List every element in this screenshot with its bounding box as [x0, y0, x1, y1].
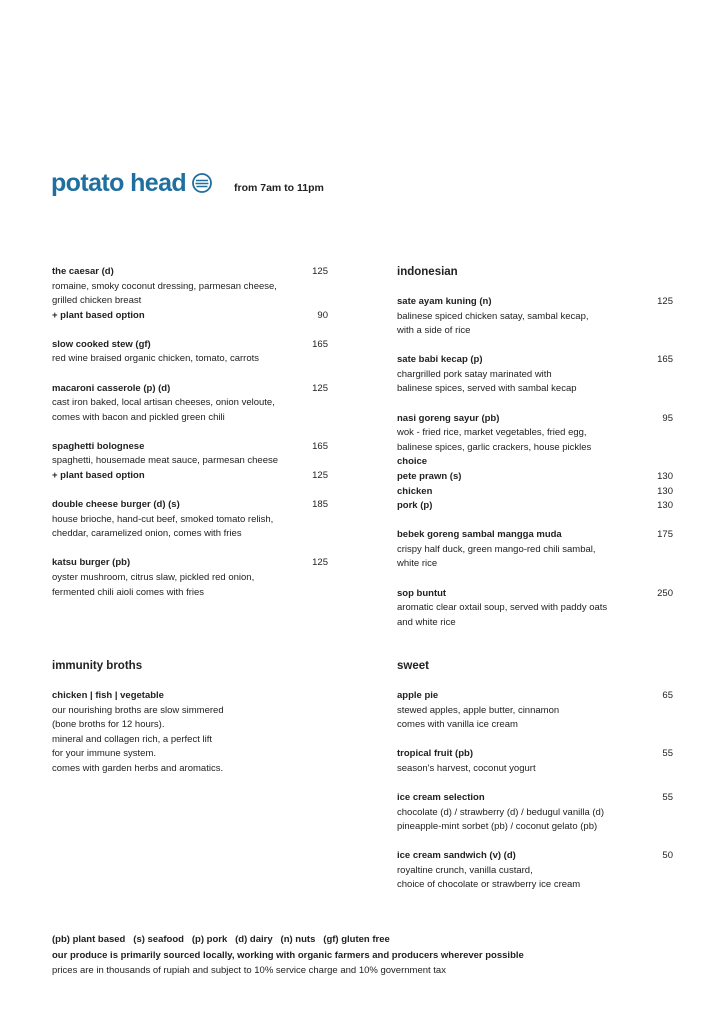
- item-desc: white rice: [397, 558, 438, 570]
- brand-name: potato head: [51, 169, 187, 197]
- item-desc: comes with vanilla ice cream: [397, 719, 518, 731]
- item-price: 185: [312, 499, 328, 511]
- item-name: spaghetti bolognese: [52, 440, 145, 452]
- item-desc: season's harvest, coconut yogurt: [397, 762, 536, 774]
- item-price: 55: [662, 748, 673, 760]
- item-desc: romaine, smoky coconut dressing, parmesan cheese,: [52, 280, 277, 292]
- item-name: nasi goreng sayur (pb): [397, 412, 500, 424]
- sweet-section: [397, 659, 673, 908]
- menu-item: [397, 412, 673, 514]
- item-desc: and white rice: [397, 616, 456, 628]
- menu-item: [52, 689, 328, 777]
- item-desc: spaghetti, housemade meat sauce, parmesan cheese: [52, 455, 279, 467]
- menu-item: [397, 689, 673, 733]
- item-desc: comes with garden herbs and aromatics.: [52, 762, 224, 774]
- item-price: 125: [657, 296, 673, 307]
- menu-item: [397, 587, 673, 631]
- item-name: macaroni casserole (p) (d): [52, 382, 171, 394]
- item-price: 175: [657, 529, 673, 541]
- menu-item: [52, 556, 328, 600]
- item-name: bebek goreng sambal mangga muda: [397, 529, 562, 541]
- menu-item: [52, 498, 328, 542]
- choice-price: 130: [657, 470, 673, 482]
- item-desc: wok - fried rice, market vegetables, fried egg,: [397, 427, 587, 439]
- choice-label: choice: [397, 456, 428, 468]
- item-desc: grilled chicken breast: [52, 295, 142, 307]
- section-title: sweet: [397, 660, 429, 672]
- menu-item: [397, 791, 673, 835]
- item-name: tropical fruit (pb): [397, 748, 473, 760]
- item-desc: for your immune system.: [52, 748, 156, 760]
- item-desc: comes with bacon and pickled green chili: [52, 411, 225, 423]
- item-desc: crispy half duck, green mango-red chili sambal,: [397, 543, 596, 555]
- item-price: 125: [312, 382, 328, 394]
- item-desc: (bone broths for 12 hours).: [52, 719, 165, 731]
- item-price: 165: [312, 338, 328, 350]
- sourcing-note: our produce is primarily sourced locally, working with organic farmers and producers wherever possible: [52, 949, 524, 961]
- item-name: sate ayam kuning (n): [397, 296, 492, 307]
- item-price: 55: [662, 791, 673, 803]
- menu-legend: [52, 932, 524, 979]
- item-desc: oyster mushroom, citrus slaw, pickled red onion,: [52, 572, 255, 583]
- section-title: indonesian: [397, 266, 458, 278]
- item-price: 65: [662, 690, 673, 701]
- menu-item: [52, 382, 328, 426]
- item-price: 95: [662, 412, 673, 424]
- menu-item: [397, 747, 673, 776]
- menu-item: [397, 849, 673, 893]
- item-price: 125: [312, 557, 328, 569]
- item-name: katsu burger (pb): [52, 557, 131, 569]
- item-desc: our nourishing broths are slow simmered: [52, 704, 224, 716]
- item-name: sop buntut: [397, 587, 447, 599]
- item-name: double cheese burger (d) (s): [52, 499, 180, 511]
- item-price: 50: [662, 850, 673, 862]
- section-title: immunity broths: [52, 660, 143, 672]
- menu-item: [52, 265, 328, 323]
- item-desc: cheddar, caramelized onion, comes with fries: [52, 528, 242, 540]
- item-desc: aromatic clear oxtail soup, served with paddy oats: [397, 602, 608, 614]
- dietary-codes: (pb) plant based (s) seafood (p) pork (d) dairy (n) nuts (gf) gluten free: [52, 934, 390, 945]
- item-desc: red wine braised organic chicken, tomato, carrots: [52, 353, 259, 365]
- item-desc: stewed apples, apple butter, cinnamon: [397, 704, 560, 716]
- item-desc: balinese spiced chicken satay, sambal kecap,: [397, 310, 589, 322]
- item-desc: pineapple-mint sorbet (pb) / coconut gelato (pb): [397, 821, 598, 833]
- item-price: 125: [312, 266, 328, 277]
- option-name: + plant based option: [52, 470, 145, 482]
- item-name: slow cooked stew (gf): [52, 338, 151, 350]
- potato-head-logo-icon: [192, 173, 212, 193]
- item-desc: balinese spices, garlic crackers, house pickles: [397, 441, 592, 453]
- immunity-broths-section: [52, 659, 328, 791]
- item-name: ice cream sandwich (v) (d): [397, 850, 516, 862]
- item-price: 165: [312, 440, 328, 452]
- item-name: ice cream selection: [397, 791, 485, 803]
- item-price: 165: [657, 354, 673, 366]
- menu-item: [397, 353, 673, 397]
- choice-price: 130: [657, 485, 673, 497]
- menu-item: [52, 338, 328, 367]
- item-desc: chargrilled pork satay marinated with: [397, 368, 552, 380]
- choice-name: pork (p): [397, 500, 433, 512]
- item-name: apple pie: [397, 690, 439, 701]
- item-desc: choice of chocolate or strawberry ice cream: [397, 879, 581, 891]
- pricing-note: prices are in thousands of rupiah and subject to 10% service charge and 10% government tax: [52, 965, 446, 976]
- item-desc: royaltine crunch, vanilla custard,: [397, 864, 533, 876]
- item-price: 250: [657, 587, 673, 599]
- menu-item: [52, 440, 328, 484]
- brand-header: [51, 168, 212, 198]
- mains-list: [52, 265, 328, 615]
- option-name: + plant based option: [52, 309, 145, 321]
- item-desc: fermented chili aioli comes with fries: [52, 586, 205, 598]
- menu-item: [397, 295, 673, 339]
- item-desc: with a side of rice: [397, 325, 471, 337]
- option-price: 90: [317, 309, 328, 321]
- item-desc: mineral and collagen rich, a perfect lift: [52, 733, 212, 745]
- indonesian-section: [397, 265, 673, 645]
- item-name: the caesar (d): [52, 266, 114, 277]
- opening-hours: from 7am to 11pm: [234, 182, 324, 194]
- item-name: chicken | fish | vegetable: [52, 690, 164, 701]
- item-desc: cast iron baked, local artisan cheeses, onion veloute,: [52, 397, 275, 409]
- menu-item: [397, 528, 673, 572]
- item-desc: house brioche, hand-cut beef, smoked tomato relish,: [52, 513, 274, 525]
- option-price: 125: [312, 470, 328, 482]
- choice-name: pete prawn (s): [397, 470, 462, 482]
- item-desc: balinese spices, served with sambal kecap: [397, 383, 577, 395]
- item-name: sate babi kecap (p): [397, 354, 483, 366]
- choice-name: chicken: [397, 485, 433, 497]
- choice-price: 130: [657, 500, 673, 512]
- item-desc: chocolate (d) / strawberry (d) / bedugul vanilla (d): [397, 806, 604, 818]
